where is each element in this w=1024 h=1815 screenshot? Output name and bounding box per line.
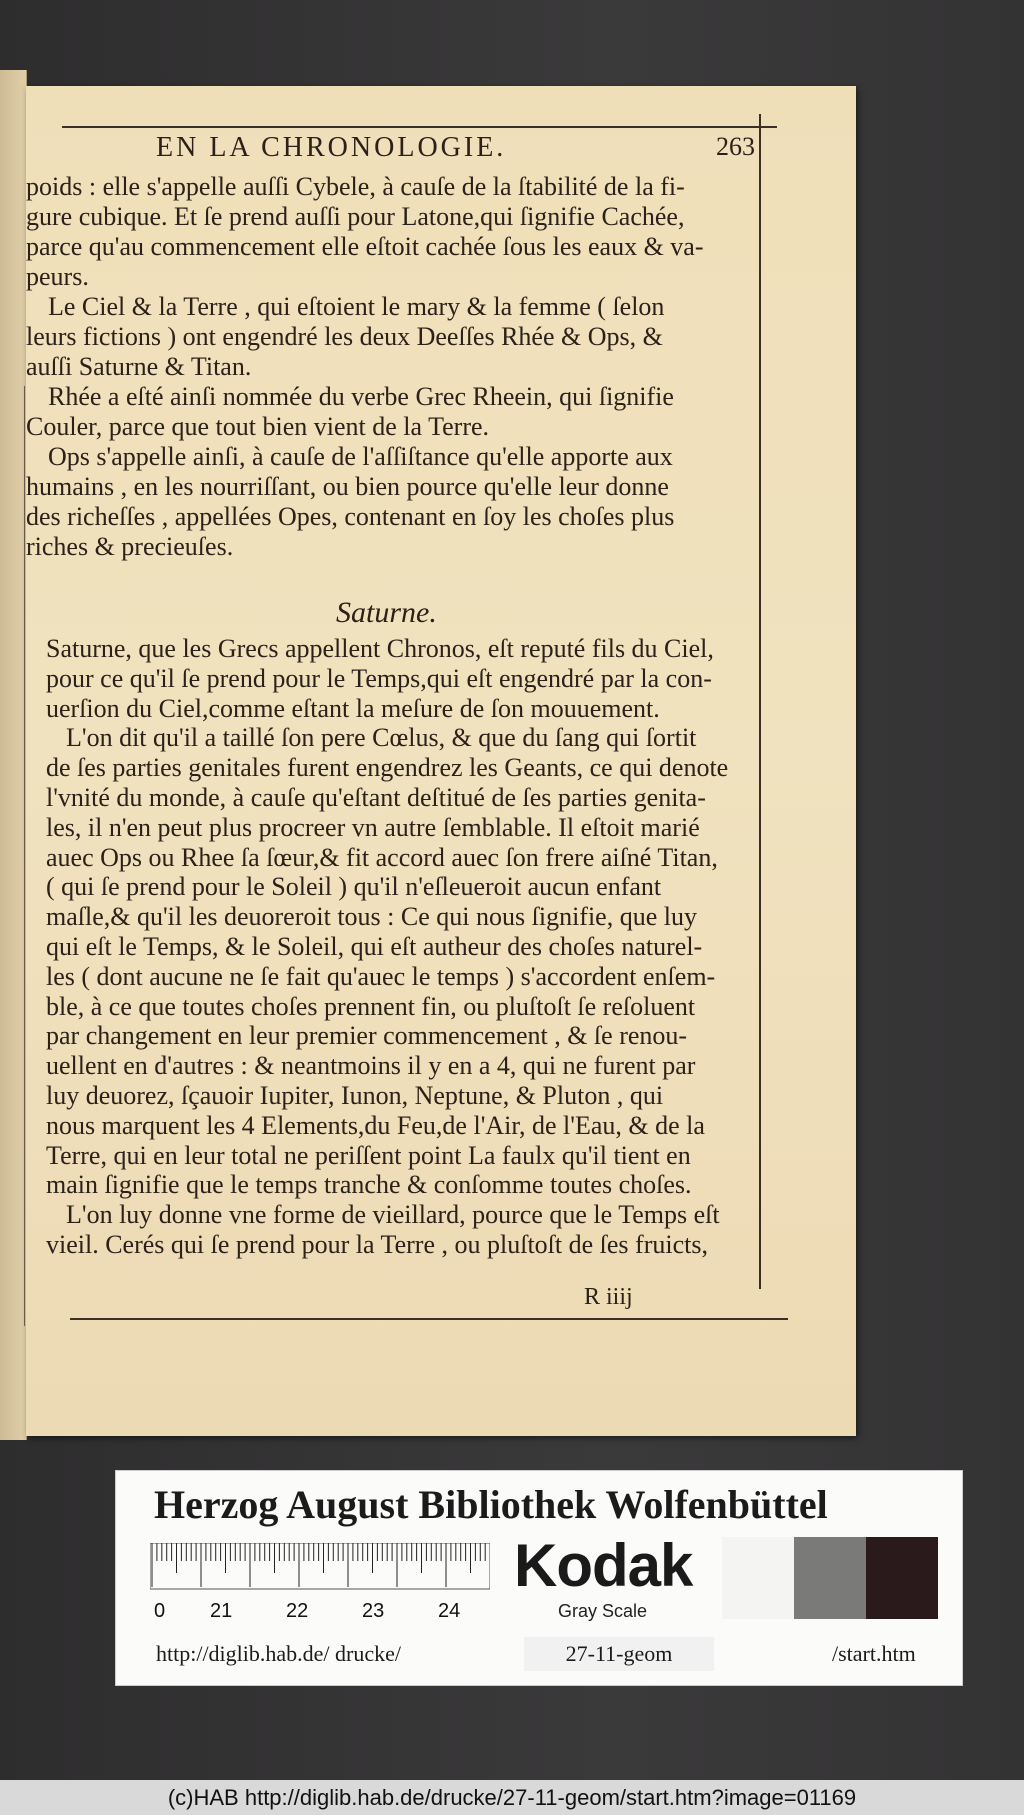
text-line: riches & precieuſes. — [26, 532, 234, 561]
url-middle: 27-11-geom — [524, 1637, 714, 1671]
url-right: /start.htm — [832, 1641, 916, 1666]
text-line: qui eſt le Temps, & le Soleil, qui eſt autheur des choſes naturel- — [46, 931, 703, 961]
running-head: EN LA CHRONOLOGIE. — [156, 132, 507, 163]
text-line: parce qu'au commencement elle eſtoit cachée ſous les eaux & va- — [26, 232, 704, 261]
text-line: Saturne, que les Grecs appellent Chronos, eſt reputé fils du Ciel, — [46, 634, 714, 663]
text-line: uerſion du Ciel,comme eſtant la meſure de ſon mouuement. — [46, 693, 660, 723]
text-line: Le Ciel & la Terre , qui eſtoient le mary & la femme ( ſelon — [48, 292, 665, 321]
text-line: nous marquent les 4 Elements,du Feu,de l'Air, de l'Eau, & de la — [46, 1110, 705, 1140]
text-line: les, il n'en peut plus procreer vn autre ſemblable. Il eſtoit marié — [46, 812, 700, 842]
library-name: Herzog August Bibliothek Wolfenbüttel — [154, 1482, 828, 1527]
text-line: luy deuorez, ſçauoir Iupiter, Iunon, Neptune, & Pluton , qui — [46, 1080, 664, 1110]
text-line: humains , en les nourriſſant, ou bien pource qu'elle leur donne — [26, 472, 669, 501]
body-text-top — [26, 172, 766, 562]
text-line: vieil. Cerés qui ſe prend pour la Terre , ou pluſtoſt de ſes fruicts, — [46, 1229, 708, 1259]
text-line: auſſi Saturne & Titan. — [26, 352, 252, 381]
frame-rule-bottom — [70, 1318, 788, 1320]
text-line: peurs. — [26, 262, 89, 291]
text-line: ( qui ſe prend pour le Soleil ) qu'il n'eſleueroit aucun enfant — [46, 872, 662, 902]
ruler — [150, 1543, 490, 1623]
text-line: de ſes parties genitales furent engendrez les Geants, ce qui denote — [46, 753, 729, 783]
text-line: L'on dit qu'il a taillé ſon pere Cœlus, & que du ſang qui ſortit — [66, 723, 697, 753]
text-line: L'on luy donne vne forme de vieillard, pource que le Temps eſt — [66, 1200, 720, 1230]
text-line: poids : elle s'appelle auſſi Cybele, à cauſe de la ſtabilité de la fi- — [26, 172, 685, 201]
text-line: Terre, qui en leur total ne periſſent point La faulx qu'il tient en — [46, 1140, 691, 1170]
color-target-card — [115, 1470, 963, 1686]
previous-page-edge — [0, 70, 27, 1440]
text-line: l'vnité du monde, à cauſe qu'eſtant deſtitué de ſes parties genita- — [46, 782, 706, 812]
body-text-bottom — [46, 634, 786, 1260]
section-heading: Saturne. — [336, 596, 437, 629]
text-line: Rhée a eſté ainſi nommée du verbe Grec Rheein, qui ſignifie — [48, 382, 674, 411]
text-line: pour ce qu'il ſe prend pour le Temps,qui eſt engendré par la con- — [46, 663, 712, 693]
text-line: des richeſſes , appellées Opes, contenant en ſoy les choſes plus — [26, 502, 675, 531]
swatch-white — [722, 1537, 794, 1619]
ruler-number: 24 — [438, 1600, 461, 1622]
text-line: Ops s'appelle ainſi, à cauſe de l'aſſiſtance qu'elle apporte aux — [48, 442, 673, 471]
ruler-number: 23 — [362, 1600, 385, 1622]
swatch-gray — [794, 1537, 866, 1619]
gray-scale-label: Gray Scale — [558, 1601, 648, 1621]
book-page — [26, 86, 856, 1436]
ruler-number: 22 — [286, 1600, 309, 1622]
text-line: les ( dont aucune ne ſe fait qu'auec le temps ) s'accordent enſem- — [46, 961, 716, 991]
text-line: auec Ops ou Rhee ſa ſœur,& fit accord auec ſon frere aiſné Titan, — [46, 842, 718, 872]
text-line: ble, à ce que toutes choſes prennent fin, ou pluſtoſt ſe reſoluent — [46, 991, 696, 1021]
text-line: uellent en d'autres : & neantmoins il y en a 4, qui ne furent par — [46, 1051, 696, 1081]
kodak-logo: Kodak — [514, 1532, 693, 1599]
text-line: leurs fictions ) ont engendré les deux Deeſſes Rhée & Ops, & — [26, 322, 663, 351]
text-line: maſle,& qu'il les deuoreroit tous : Ce qui nous ſignifie, que luy — [46, 902, 697, 932]
text-line: gure cubique. Et ſe prend auſſi pour Latone,qui ſignifie Cachée, — [26, 202, 685, 231]
footer-caption: (c)HAB http://diglib.hab.de/drucke/27-11-geom/start.htm?image=01169 — [0, 1780, 1024, 1815]
ruler-number: 0 — [154, 1600, 166, 1622]
text-line: par changement en leur premier commencement , & ſe renou- — [46, 1021, 688, 1051]
page-number: 263 — [716, 132, 755, 161]
text-line: main ſignifie que le temps tranche & conſomme toutes choſes. — [46, 1170, 692, 1200]
signature-mark: R iiij — [584, 1284, 633, 1310]
ruler-number: 21 — [210, 1600, 233, 1622]
swatch-black — [866, 1537, 938, 1619]
frame-rule-top — [62, 126, 777, 128]
text-line: Couler, parce que tout bien vient de la Terre. — [26, 412, 490, 441]
frame-rule-left — [24, 386, 25, 1326]
url-left: http://diglib.hab.de/ drucke/ — [156, 1641, 402, 1666]
